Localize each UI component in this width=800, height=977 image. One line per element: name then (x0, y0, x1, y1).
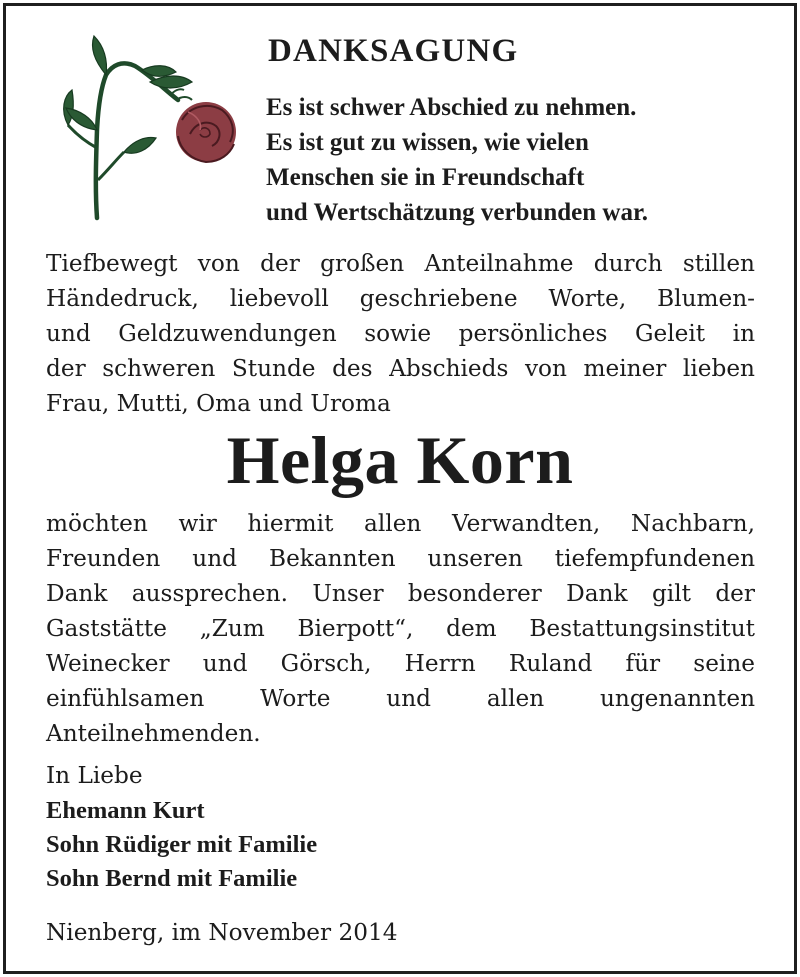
motto-line: Es ist schwer Abschied zu nehmen. (266, 94, 637, 121)
paragraph-line: Weinecker und Görsch, Herrn Ruland für seine (46, 650, 755, 677)
deceased-name: Helga Korn (226, 422, 574, 498)
rose-icon (50, 30, 250, 225)
paragraph-line: Tiefbewegt von der großen Anteilnahme durch stillen (46, 250, 755, 277)
signer-name: Sohn Rüdiger mit Familie (46, 831, 318, 858)
paragraph-line: Gaststätte „Zum Bierpott“, dem Bestattungsinstitut (46, 615, 755, 642)
paragraph-line: Frau, Mutti, Oma und Uroma (46, 390, 391, 417)
notice-title: DANKSAGUNG (268, 33, 519, 69)
motto-verse (266, 90, 766, 230)
paragraph-line: möchten wir hiermit allen Verwandten, Nachbarn, (46, 510, 755, 537)
motto-line: Menschen sie in Freundschaft (266, 164, 585, 191)
paragraph-line: einfühlsamen Worte und allen ungenannten (46, 685, 755, 712)
thanks-paragraph (46, 506, 755, 751)
paragraph-line: und Geldzuwendungen sowie persönliches Geleit in (46, 320, 755, 347)
paragraph-line: der schweren Stunde des Abschieds von meiner lieben (46, 355, 755, 382)
motto-line: Es ist gut zu wissen, wie vielen (266, 129, 589, 156)
closing-greeting: In Liebe (46, 762, 143, 789)
paragraph-line: Anteilnehmenden. (46, 720, 261, 747)
signer-name: Ehemann Kurt (46, 797, 205, 824)
rose-head (176, 102, 236, 162)
motto-line: und Wertschätzung verbunden war. (266, 199, 649, 226)
paragraph-line: Dank aussprechen. Unser besonderer Dank gilt der (46, 580, 755, 607)
signer-name: Sohn Bernd mit Familie (46, 865, 298, 892)
leaf (124, 138, 156, 154)
place-date: Nienberg, im November 2014 (46, 919, 398, 946)
paragraph-line: Freunden und Bekannten unseren tiefempfundenen (46, 545, 755, 572)
intro-paragraph (46, 246, 755, 421)
leaf (64, 90, 74, 125)
leaf (150, 76, 192, 88)
leaf (93, 36, 107, 75)
paragraph-line: Händedruck, liebevoll geschriebene Worte, Blumen- (46, 285, 755, 312)
